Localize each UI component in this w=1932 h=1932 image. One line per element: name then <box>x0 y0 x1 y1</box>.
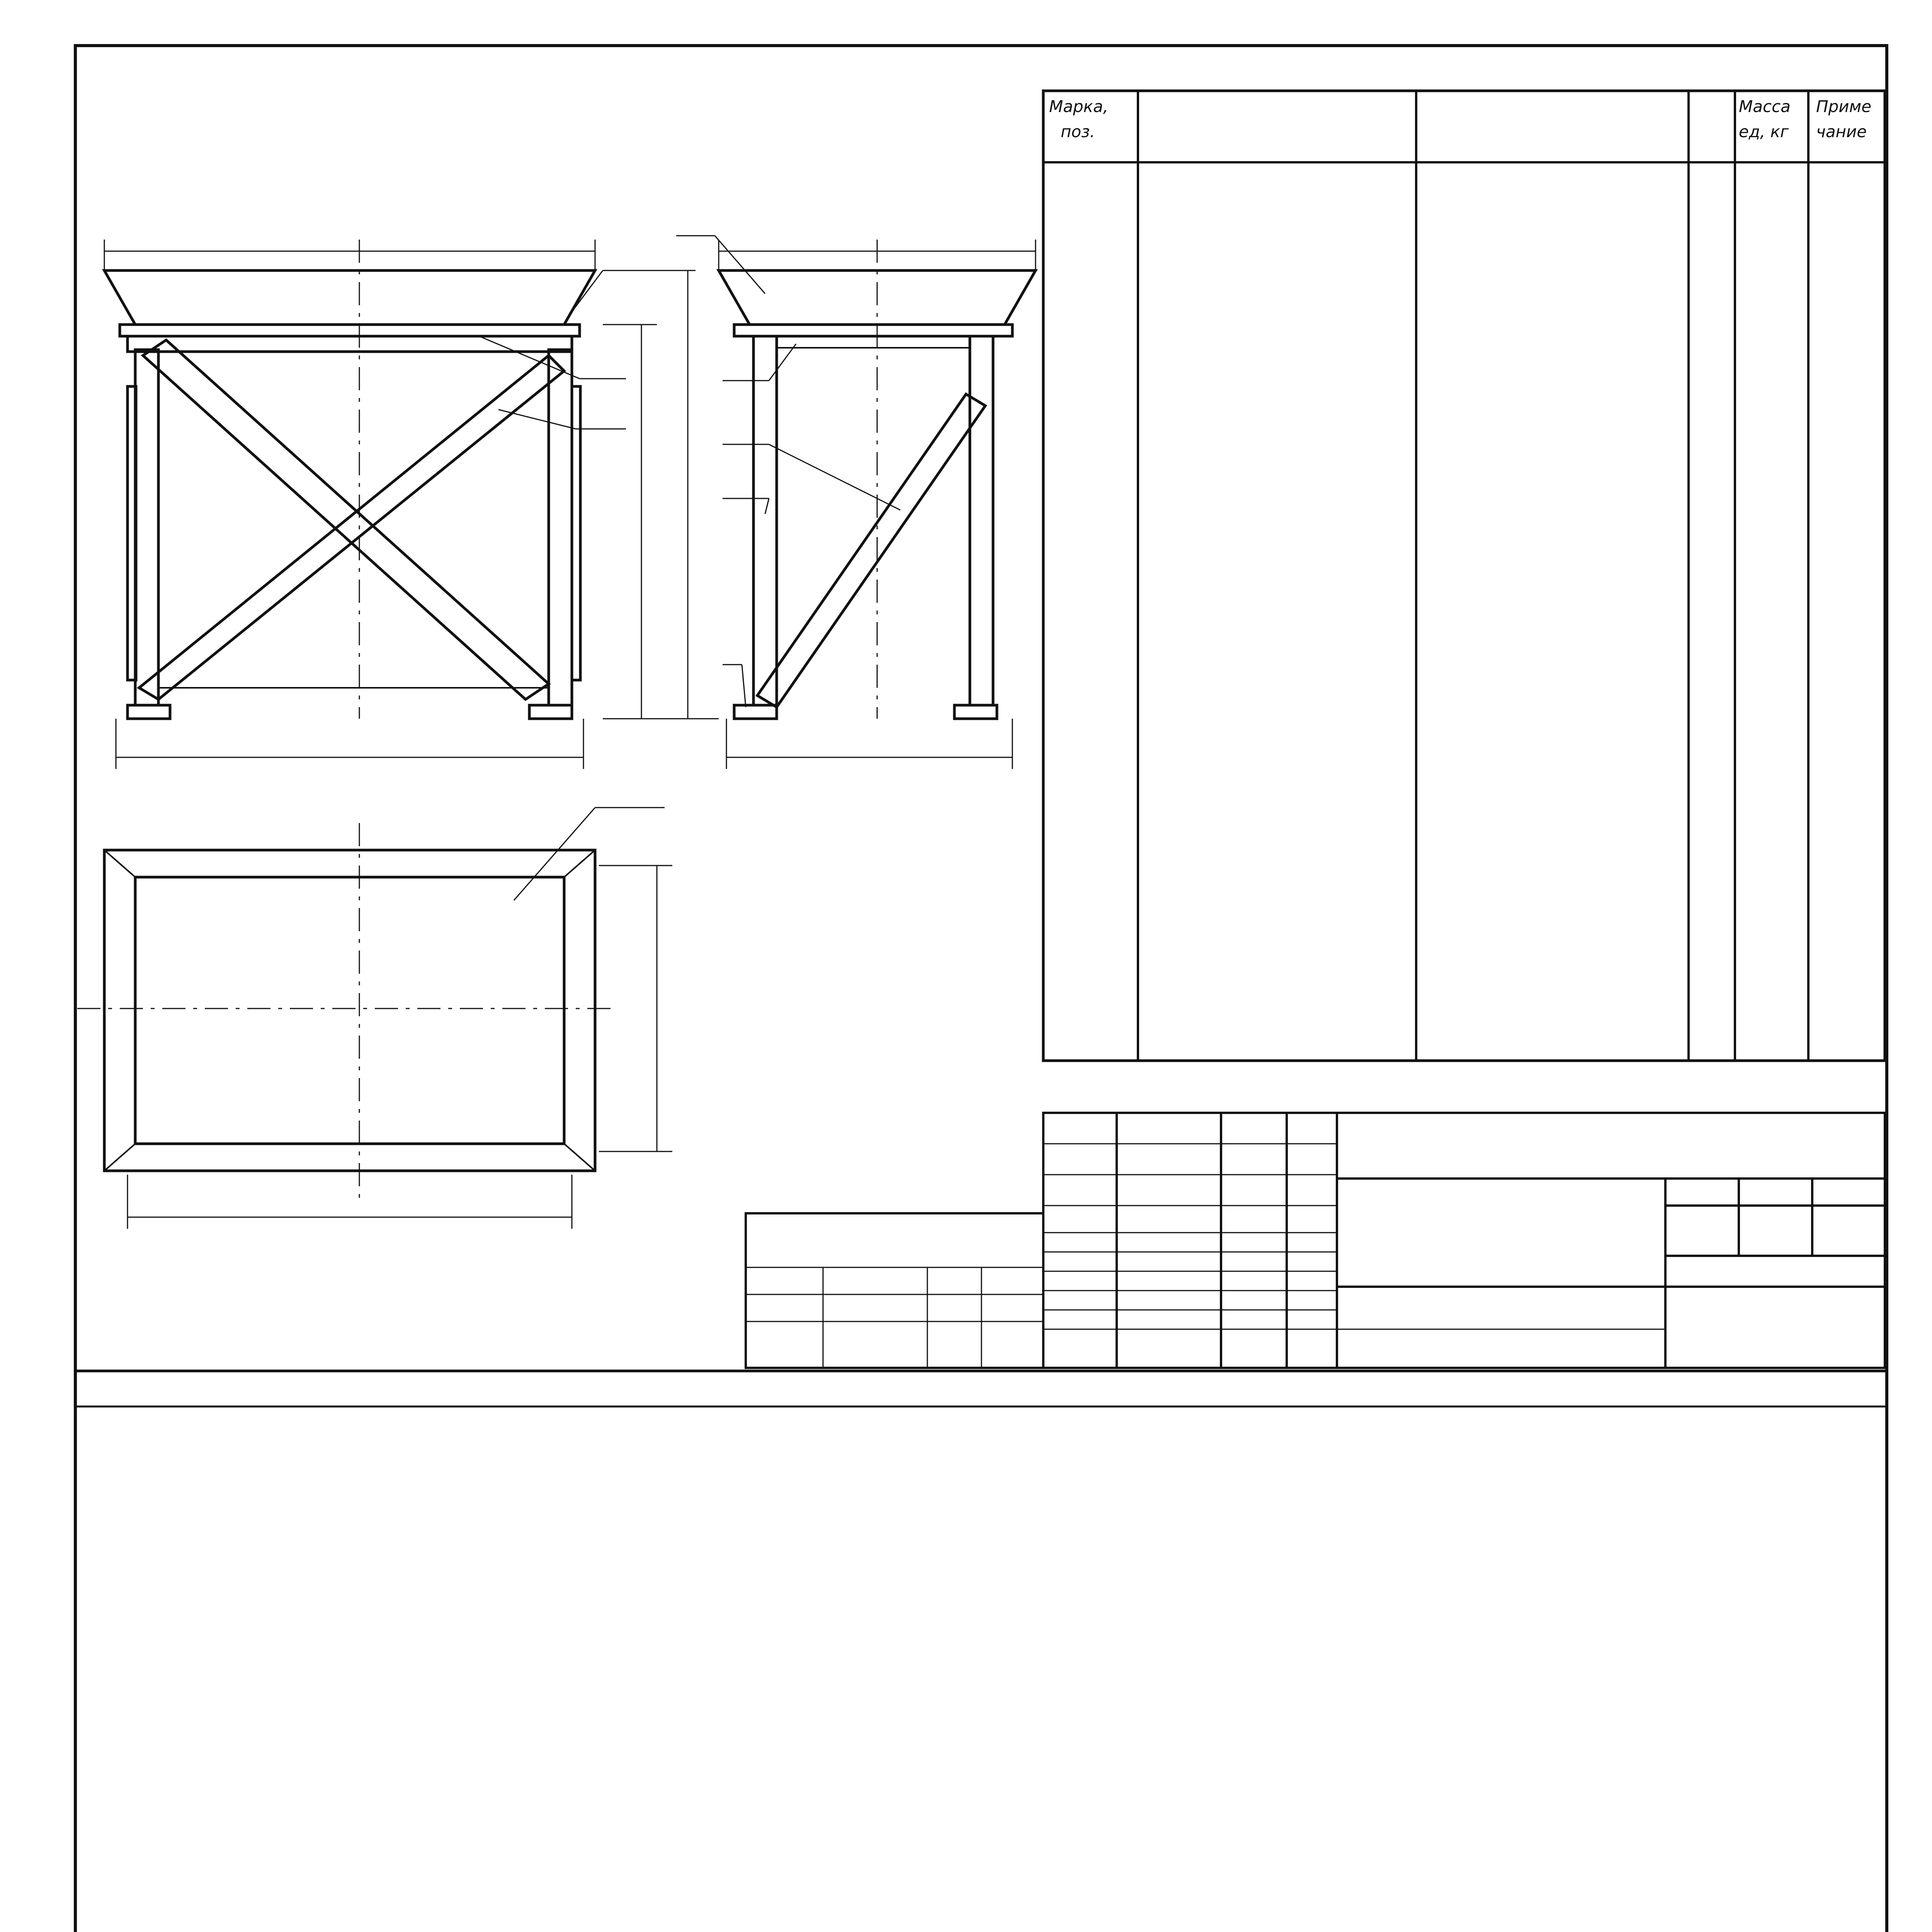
plan-view-dimensions <box>128 808 672 1229</box>
side-view <box>719 240 1036 719</box>
sheet-frame <box>75 46 1887 1932</box>
front-view <box>104 240 595 719</box>
spec-header-mark-2: поз. <box>1061 122 1095 141</box>
spec-header-mass-2: ед, кг <box>1739 122 1789 141</box>
spec-header-mass: Масса <box>1739 97 1791 116</box>
spec-header-mark: Марка, <box>1049 97 1109 116</box>
spec-header-note: Приме <box>1816 97 1872 116</box>
spec-table-grid <box>1043 91 1885 1061</box>
title-block-grid <box>746 1113 1885 1368</box>
spec-header-note-2: чание <box>1816 122 1867 141</box>
side-view-dimensions <box>676 236 1036 769</box>
front-view-dimensions <box>104 240 719 769</box>
plan-view <box>77 823 618 1198</box>
